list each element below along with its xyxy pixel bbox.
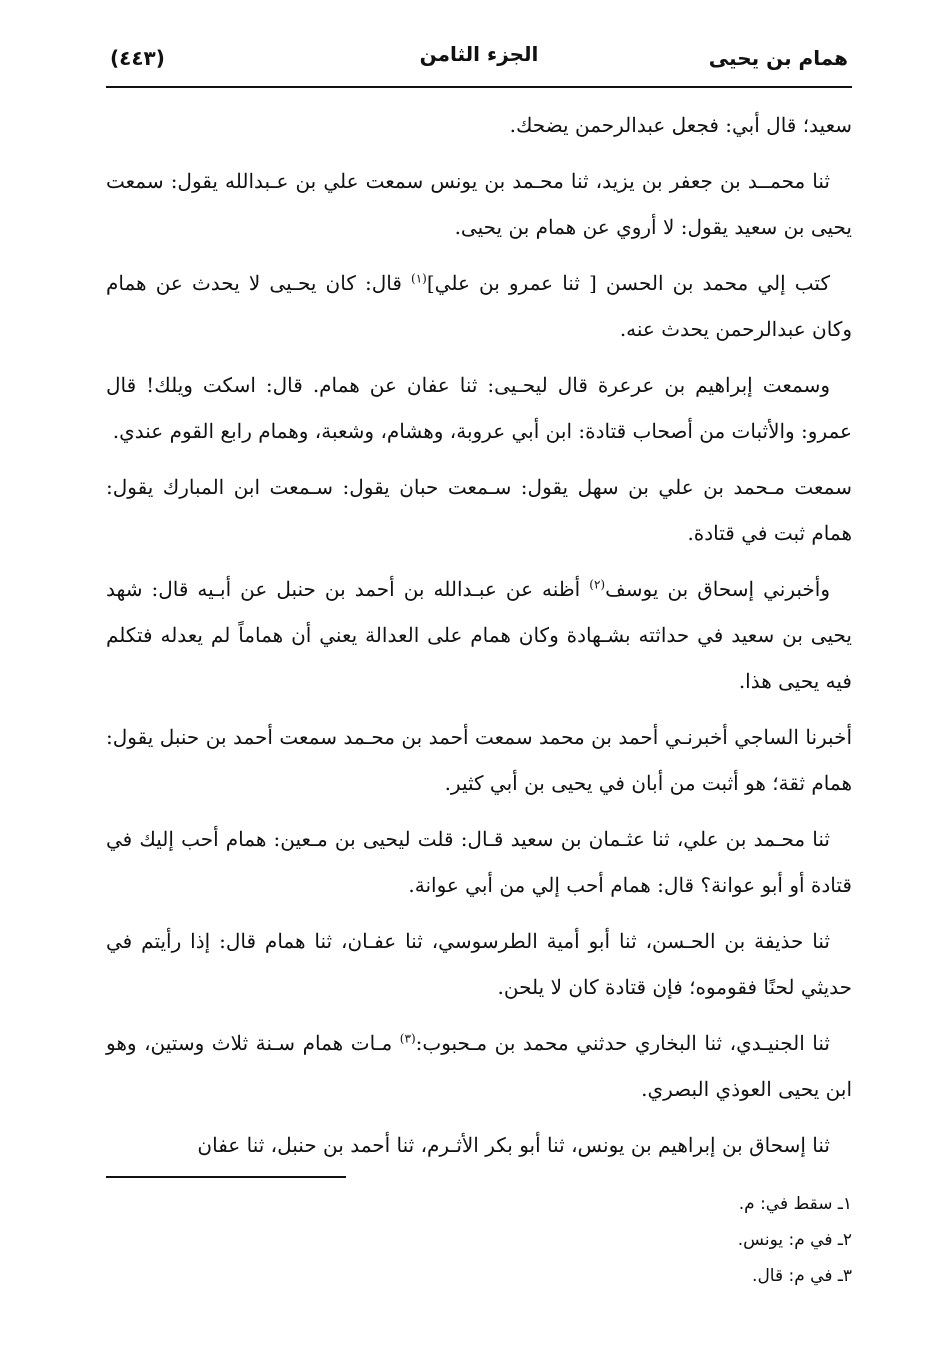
paragraph: سعيد؛ قال أبي: فجعل عبدالرحمن يضحك. [509, 113, 852, 137]
footnote-ref: (٢) [589, 577, 606, 592]
paragraph: ثنا حذيفة بن الحـسن، ثنا أبو أمية الطرسوسي، ثنا عفـان، ثنا همام قال: إذا رأيتم في حديثي لحنًا فقوموه؛ فإن قتادة كان لا يلحن. [106, 929, 852, 999]
paragraph: كتب إلي محمد بن الحسن [ ثنا عمرو بن علي]$^{(١)}$ قال: كان يحـيى لا يحدث عن همام وكان عبدالرحمن يحدث عنه. [106, 271, 852, 341]
footnote-ref: (١) [411, 271, 427, 286]
volume-title: الجزء الثامن [419, 42, 539, 66]
footnote: ١ـ سقط في: م. [738, 1194, 852, 1214]
page-body [106, 102, 852, 1168]
footnote: ٣ـ في م: قال. [752, 1266, 852, 1286]
footnote: ٢ـ في م: يونس. [737, 1230, 852, 1250]
paragraph: ثنا إسحاق بن إبراهيم بن يونس، ثنا أبو بكر الأثـرم، ثنا أحمد بن حنبل، ثنا عفان [197, 1133, 830, 1157]
running-title: همام بن يحيى [708, 46, 848, 70]
paragraph: وسمعت إبراهيم بن عرعرة قال ليحـيى: ثنا عفان عن همام. قال: اسكت ويلك! قال عمرو: والأثبات من أصحاب قتادة: ابن أبي عروبة، وهشام، وشعبة، وهمام رابع القوم عندي. [106, 373, 852, 443]
paragraph: سمعت مـحمد بن علي بن سهل يقول: سـمعت حبان يقول: سـمعت ابن المبارك يقول: همام ثبت في قتادة. [106, 475, 852, 545]
paragraph: ثنا محمــد بن جعفر بن يزيد، ثنا محـمد بن يونس سمعت علي بن عـبدالله يقول: سمعت يحيى بن سعيد يقول: لا أروي عن همام بن يحيى. [106, 169, 852, 239]
page-number: (٤٤٣) [110, 46, 165, 70]
footnote-divider [106, 1176, 346, 1178]
page [106, 36, 852, 1286]
page-header [106, 36, 852, 88]
footnotes [106, 1186, 852, 1294]
paragraph: أخبرنا الساجي أخبرنـي أحمد بن محمد سمعت أحمد بن محـمد سمعت أحمد بن حنبل يقول: همام ثقة؛ هو أثبت من أبان في يحيى بن أبي كثير. [106, 725, 852, 795]
paragraph: ثنا الجنيـدي، ثنا البخاري حدثني محمد بن مـحبوب:$^{(٣)}$ مـات همام سـنة ثلاث وستين، وهو ابن يحيى العوذي البصري. [106, 1031, 852, 1101]
paragraph: ثنا محـمد بن علي، ثنا عثـمان بن سعيد قـال: قلت ليحيى بن مـعين: همام أحب إليك في قتادة أو أبو عوانة؟ قال: همام أحب إلي من أبي عوانة. [106, 827, 852, 897]
paragraph: وأخبرني إسحاق بن يوسف$^{(٢)}$ أظنه عن عبـدالله بن أحمد بن حنبل عن أبـيه قال: شهد يحيى بن سعيد في حداثته بشـهادة وكان همام على العدالة يعني أن هماماً لم يعدله فتكلم فيه يحيى هذا. [106, 577, 852, 693]
footnote-ref: (٣) [399, 1031, 416, 1046]
